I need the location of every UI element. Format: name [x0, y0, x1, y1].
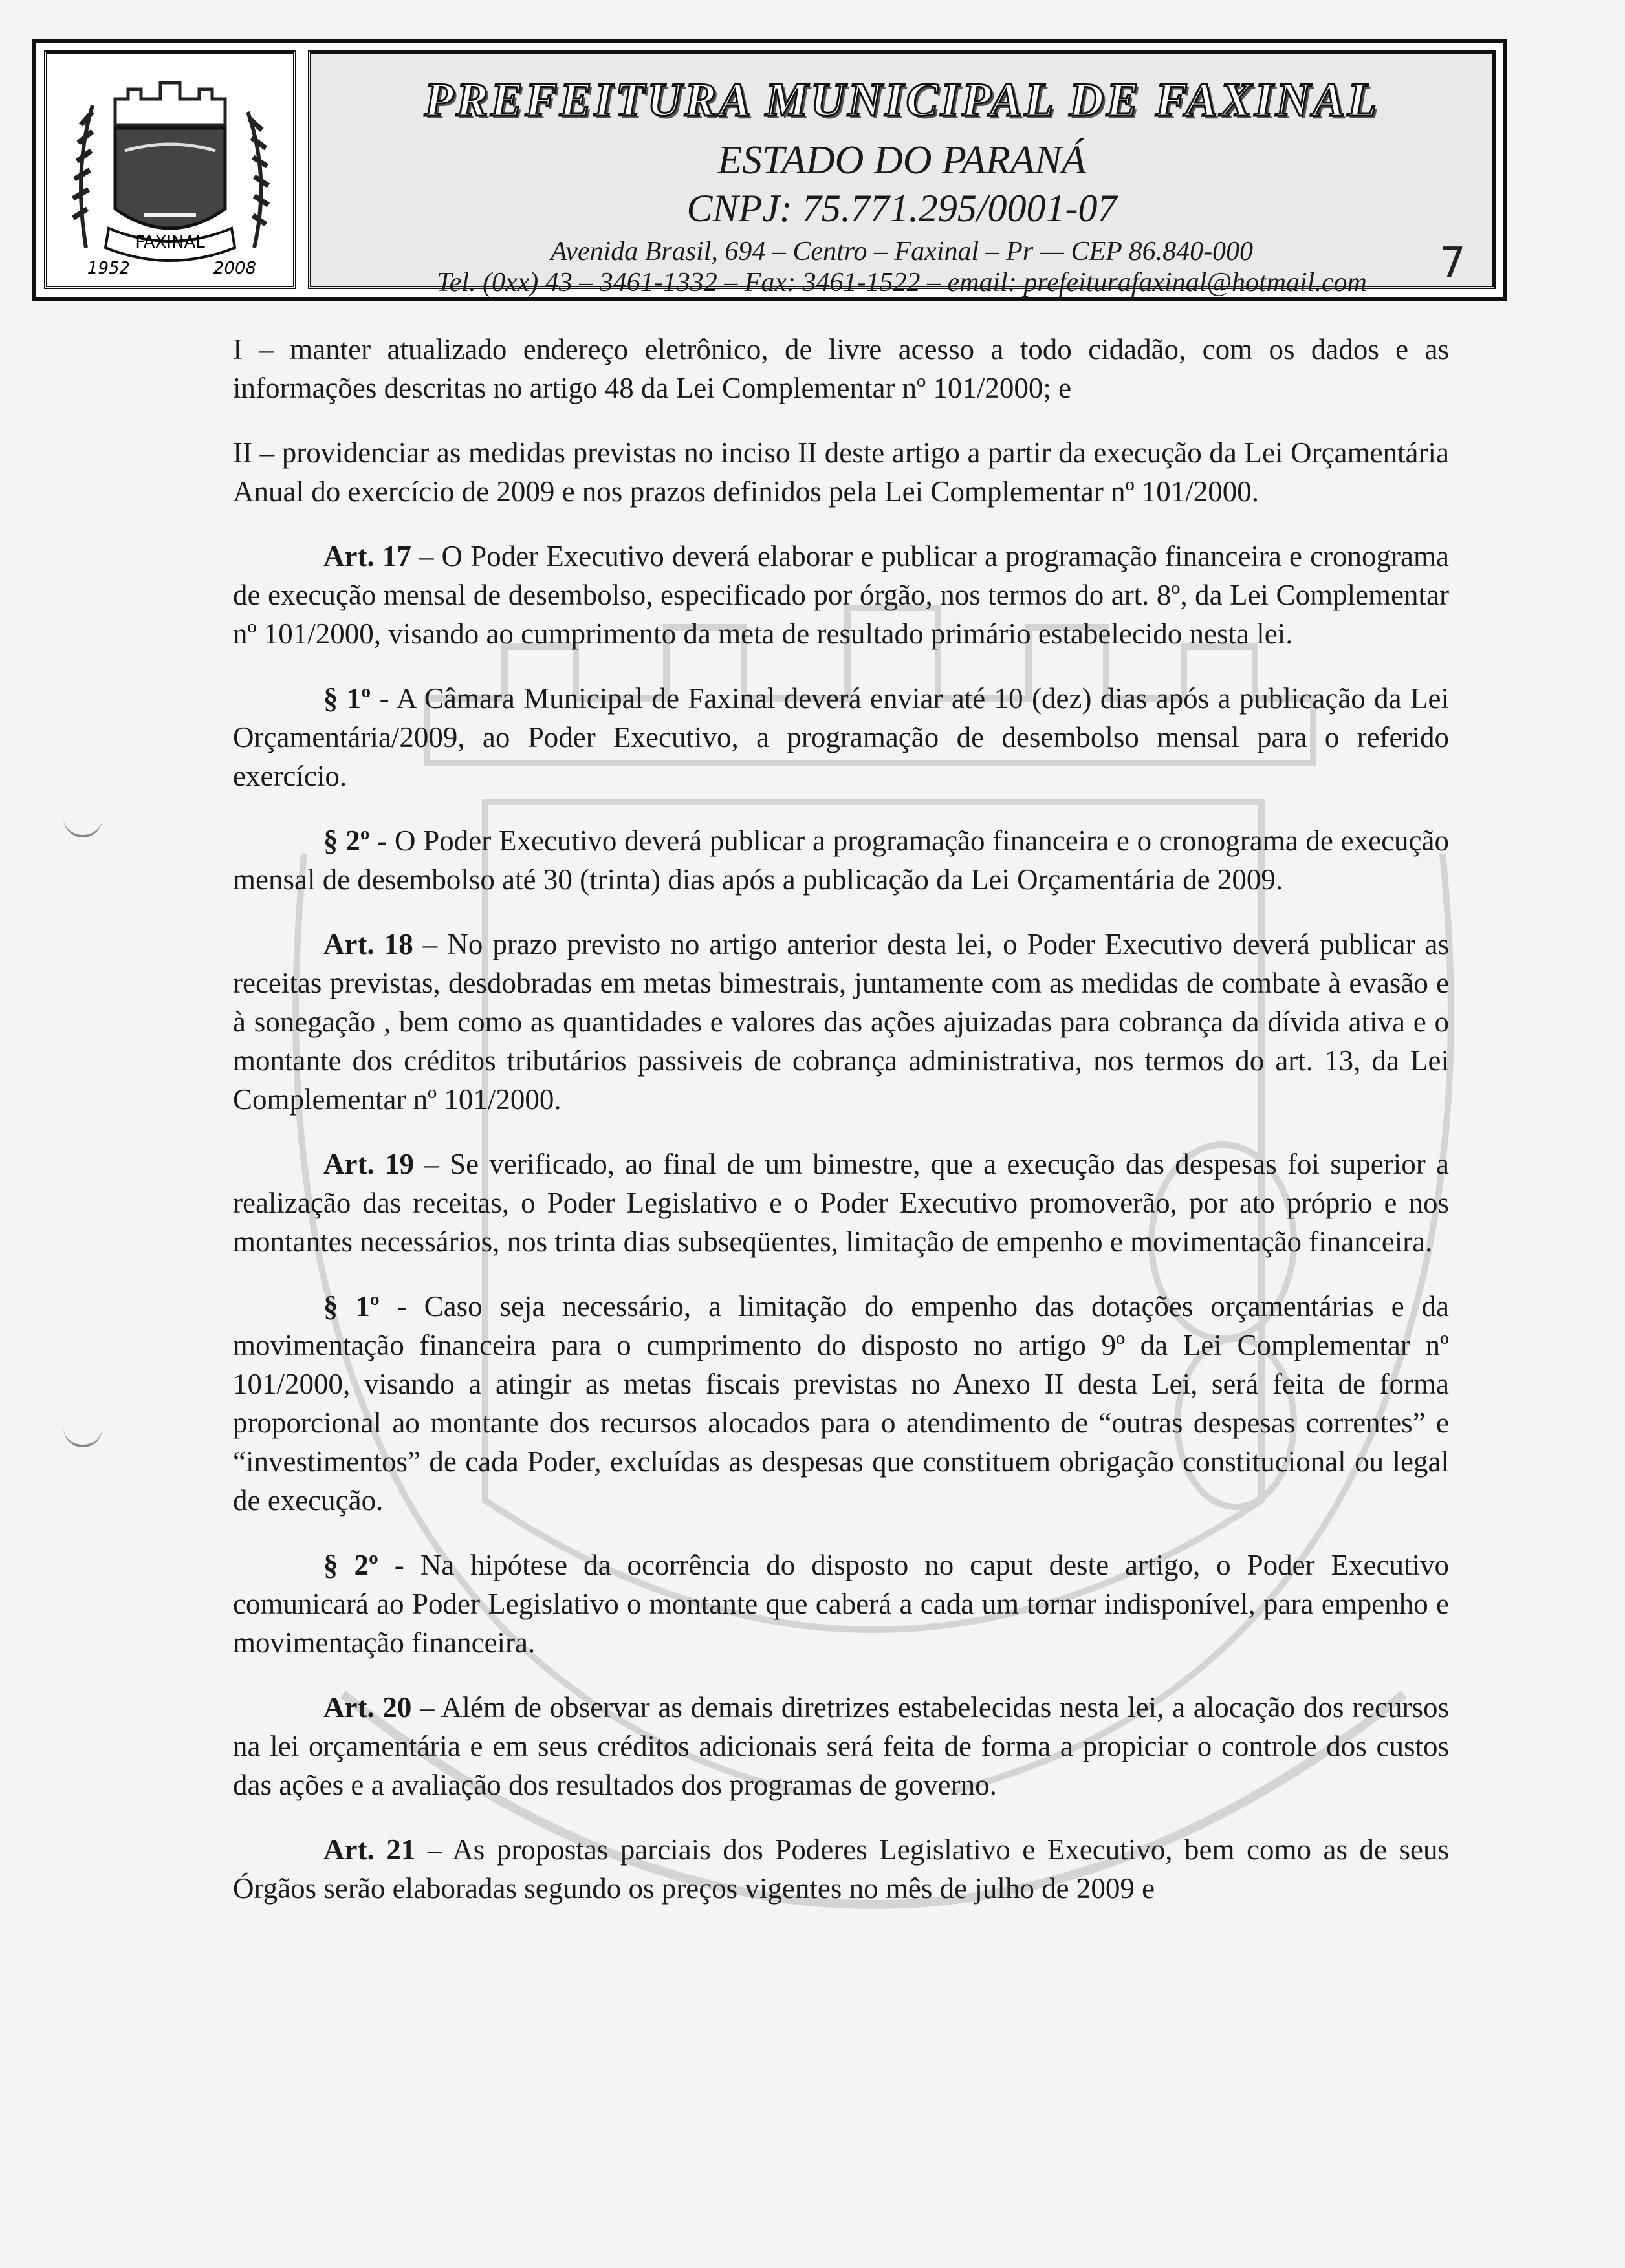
paragraph-art-19-par-2: § 2º - Na hipótese da ocorrência do disposto no caput deste artigo, o Poder Executivo comunicará ao Poder Legislativo o montante que caberá a cada um tornar indisponível, para empenho e movimentação financeira.	[233, 1549, 1449, 1659]
letterhead-text-box	[308, 50, 1496, 297]
municipality-title: PREFEITURA MUNICIPAL DE FAXINAL	[424, 74, 1380, 127]
paragraph-art-17-par-1: § 1º - A Câmara Municipal de Faxinal deverá enviar até 10 (dez) dias após a publicação da Lei Orçamentária/2009, ao Poder Executivo, a programação de desembolso mensal para o referido exercício.	[233, 682, 1449, 792]
page-number: 7	[1439, 239, 1466, 287]
document-body	[233, 330, 1449, 1934]
paragraph-inciso-1: I – manter atualizado endereço eletrônico, de livre acesso a todo cidadão, com os dados e as informações descritas no artigo 48 da Lei Complementar nº 101/2000; e	[233, 333, 1449, 404]
crest-year-start: 1952	[87, 259, 131, 278]
punch-hole-top	[63, 805, 102, 837]
paragraph-art-18: Art. 18 – No prazo previsto no artigo anterior desta lei, o Poder Executivo deverá publicar as receitas previstas, desdobradas em metas bimestrais, juntamente com as medidas de combate à evasão e à sonegação , bem como as quantidades e valores das ações ajuizadas para cobrança da dívida ativa e o montante dos créditos tributários passiveis de cobrança administrativa, nos termos do art. 13, da Lei Complementar nº 101/2000.	[233, 928, 1449, 1116]
paragraph-art-17-par-2: § 2º - O Poder Executivo deverá publicar a programação financeira e o cronograma de execução mensal de desembolso até 30 (trinta) dias após a publicação da Lei Orçamentária de 2009.	[233, 825, 1449, 896]
cnpj-number: CNPJ: 75.771.295/0001-07	[686, 187, 1117, 230]
state-name: ESTADO DO PARANÁ	[717, 138, 1086, 182]
letterhead	[32, 39, 1507, 301]
paragraph-art-19-par-1: § 1º - Caso seja necessário, a limitação do empenho das dotações orçamentárias e da movimentação financeira para o cumprimento do disposto no artigo 9º da Lei Complementar nº 101/2000, visando a atingir as metas fiscais previstas no Anexo II desta Lei, será feita de forma proporcional ao montante dos recursos alocados para o atendimento de “outras despesas correntes” e “investimentos” de cada Poder, excluídas as despesas que constituem obrigação constitucional ou legal de execução.	[233, 1290, 1449, 1517]
crest-name: FAXINAL	[135, 233, 205, 252]
paragraph-art-21: Art. 21 – As propostas parciais dos Poderes Legislativo e Executivo, bem como as de seus Órgãos serão elaboradas segundo os preços vigentes no mês de julho de 2009 e	[233, 1833, 1449, 1905]
contact-line: Tel. (0xx) 43 – 3461-1332 – Fax: 3461-1522 – email: prefeiturafaxinal@hotmail.com	[437, 268, 1367, 297]
paragraph-art-17: Art. 17 – O Poder Executivo deverá elaborar e publicar a programação financeira e cronograma de execução mensal de desembolso, especificado por órgão, nos termos do art. 8º, da Lei Complementar nº 101/2000, visando ao cumprimento da meta de resultado primário estabelecido nesta lei.	[233, 540, 1449, 650]
address-line: Avenida Brasil, 694 – Centro – Faxinal – Pr — CEP 86.840-000	[550, 237, 1254, 266]
paragraph-art-19: Art. 19 – Se verificado, ao final de um bimestre, que a execução das despesas foi superior a realização das receitas, o Poder Legislativo e o Poder Executivo promoverão, por ato próprio e nos montantes necessários, nos trinta dias subseqüentes, limitação de empenho e movimentação financeira.	[233, 1148, 1449, 1258]
municipal-crest	[44, 50, 296, 289]
crest-year-end: 2008	[213, 259, 257, 278]
punch-hole-bottom	[63, 1415, 102, 1447]
paragraph-art-20: Art. 20 – Além de observar as demais diretrizes estabelecidas nesta lei, a alocação dos recursos na lei orçamentária e em seus créditos adicionais será feita de forma a propiciar o controle dos custos das ações e a avaliação dos resultados dos programas de governo.	[233, 1691, 1449, 1801]
crest-icon	[47, 54, 293, 286]
paragraph-inciso-2: II – providenciar as medidas previstas no inciso II deste artigo a partir da execução da Lei Orçamentária Anual do exercício de 2009 e nos prazos definidos pela Lei Complementar nº 101/2000.	[233, 437, 1449, 508]
